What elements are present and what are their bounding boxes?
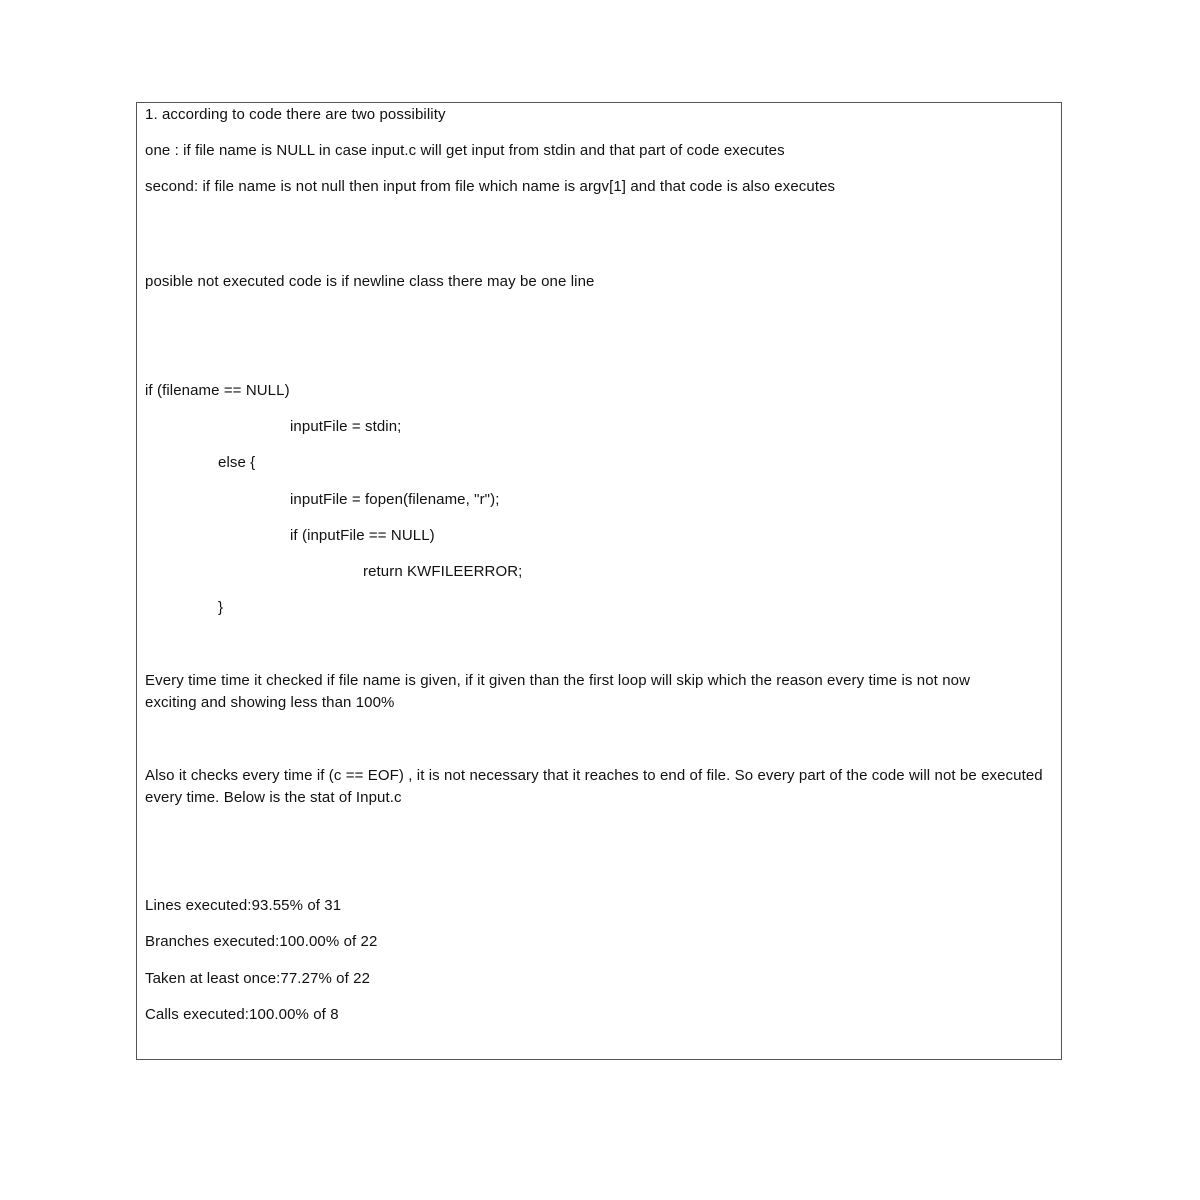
explanation-paragraph-1: Every time time it checked if file name is given, if it given than the first loop will skip which the reason every time is not now exciting and showing less than 100%: [145, 672, 971, 711]
note-text: posible not executed code is if newline class there may be one line: [145, 273, 595, 290]
stat-calls-executed: Calls executed:100.00% of 8: [145, 1006, 339, 1023]
code-line-2: inputFile = stdin;: [290, 418, 402, 435]
stat-taken-at-least-once: Taken at least once:77.27% of 22: [145, 970, 371, 987]
code-line-1: if (filename == NULL): [145, 382, 290, 399]
intro-line-3: second: if file name is not null then input from file which name is argv[1] and that code is also executes: [145, 178, 836, 195]
code-line-7: }: [218, 599, 224, 616]
code-line-5: if (inputFile == NULL): [290, 527, 435, 544]
explanation-paragraph-2: Also it checks every time if (c == EOF) , it is not necessary that it reaches to end of file. So every part of the code will not be executed every time. Below is the stat of Input.c: [145, 767, 1043, 806]
code-line-4: inputFile = fopen(filename, "r");: [290, 491, 500, 508]
code-line-6: return KWFILEERROR;: [363, 563, 523, 580]
stat-branches-executed: Branches executed:100.00% of 22: [145, 933, 378, 950]
intro-line-1: 1. according to code there are two possibility: [145, 106, 446, 123]
stat-lines-executed: Lines executed:93.55% of 31: [145, 897, 342, 914]
intro-line-2: one : if file name is NULL in case input.c will get input from stdin and that part of code executes: [145, 142, 785, 159]
code-line-3: else {: [218, 454, 256, 471]
